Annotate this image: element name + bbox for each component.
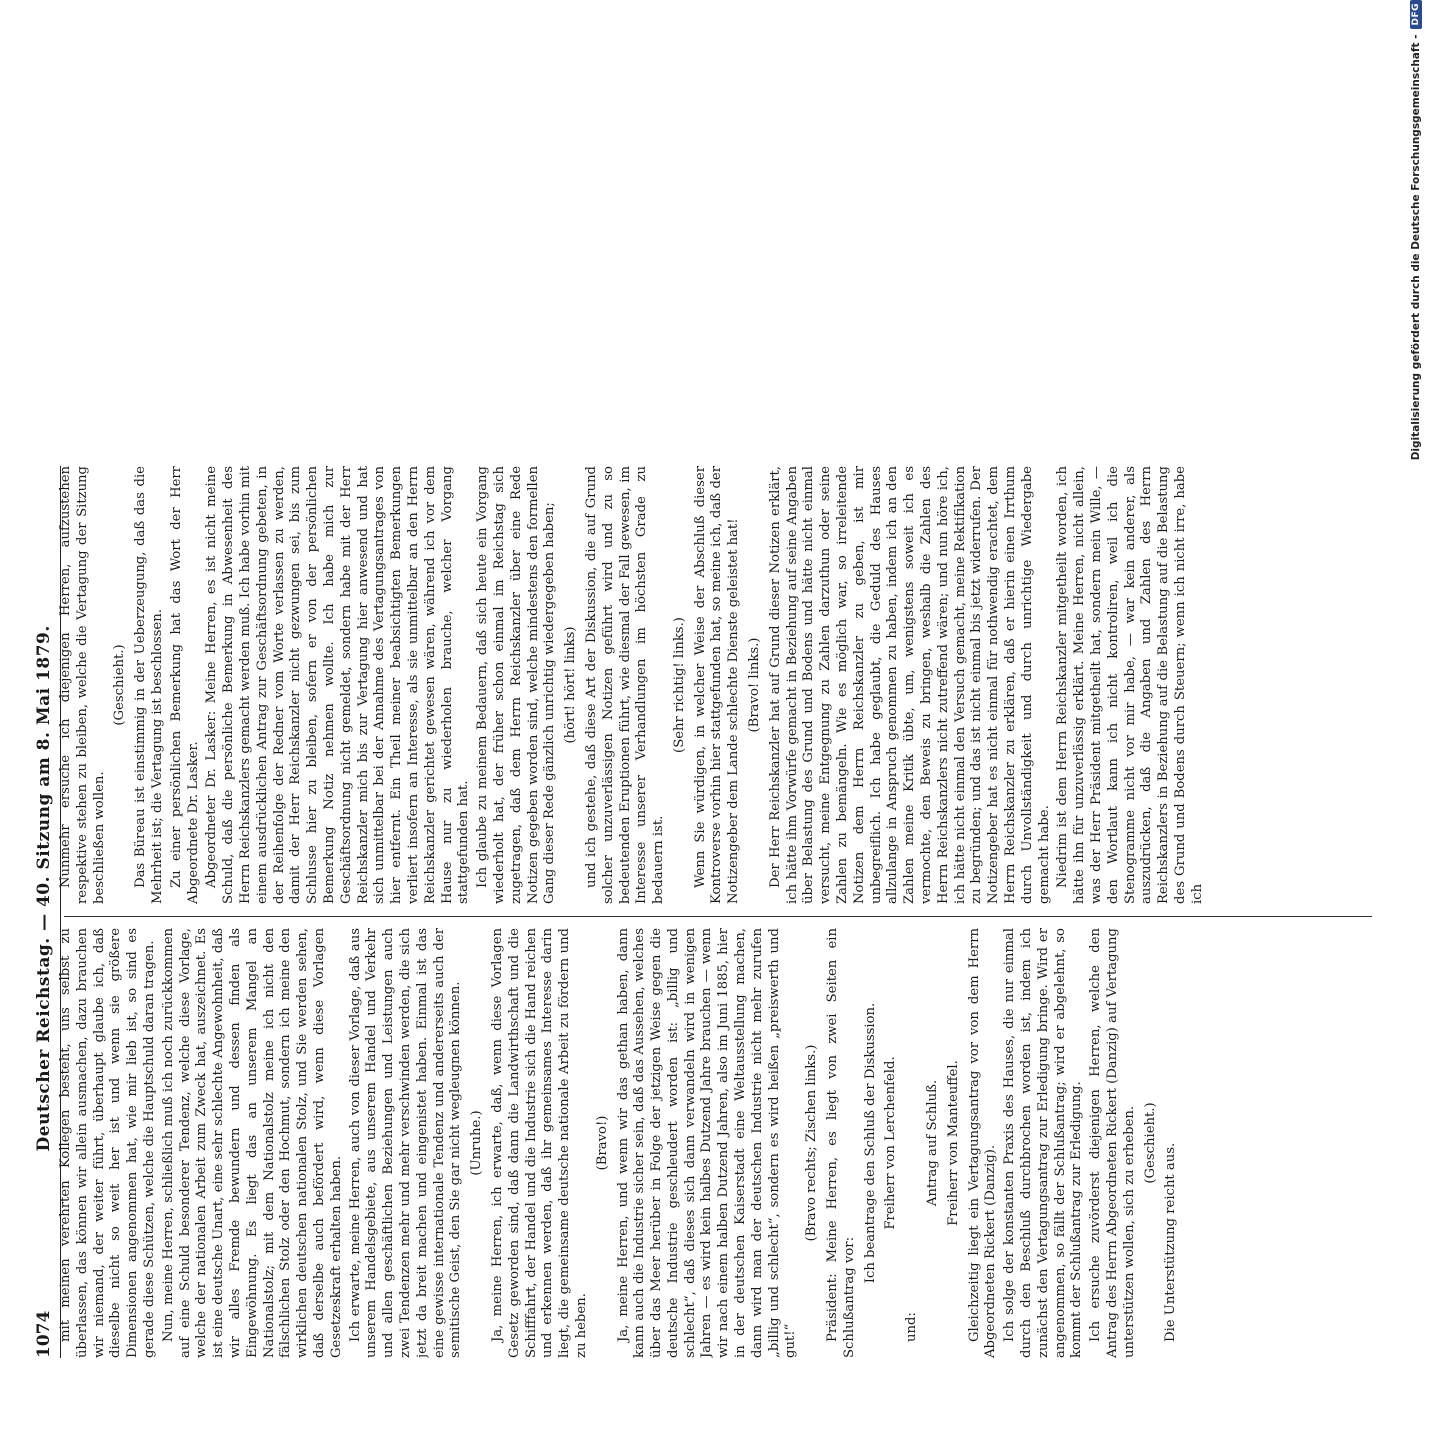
paragraph: Nun, meine Herren, schließlich muß ich noch zurückkommen auf eine Schuld besonderer Tendenz, welche diese Vorlage, welche der nationalen Arbeit zum Zweck hat, auszeichnet. Es ist eine deutsche Unart, eine sehr schlechte Angewohnheit, daß wir alles Fremde bewundern und dessen finden als Eingewöhnung. Es liegt das an unserem Mangel an Nationalstolz; mit dem Nationalstolz meine ich nicht den fälschlichen Stolz oder den Hochmut, sondern ich meine den wirklichen deutschen nationalen Stolz, und Sie werden sehen, daß derselbe auch befördert wird, wenn diese Vorlagen Gesetzeskraft erhalten haben. — [160, 928, 344, 1358]
digitization-credit — [1404, 0, 1428, 1000]
interjection: (Bravo!) — [594, 1115, 610, 1171]
paragraph: Wenn Sie würdigen, in welcher Weise der Abschluß dieser Kontroverse vorhin hier stattgefunden hat, so meine ich, daß der Notizengeber dem Lande schlechte Dienste geleistet hat! — [692, 466, 742, 904]
interjection: (Geschieht.) — [112, 644, 128, 726]
paragraph: und ich gestehe, daß diese Art der Diskussion, die auf Grund solcher unzuverlässigen Notizen geführt wird und zu so bedeutenden Eruptionen führt, wie diesmal der Fall gewesen, im Interesse unserer Verhandlungen im höchsten Grade zu bedauern ist. — [583, 466, 667, 904]
running-header — [34, 466, 61, 1358]
speaker-paragraph: Abgeordneter Dr. Lasker: Meine Herren, es ist nicht meine Schuld, daß die persönliche Bemerkung in Abwesenheit des Herrn Reichskanzlers gemacht werden muß. Ich habe vorhin mit einem ausdrücklichen Antrag zur Geschäftsordnung gebeten, in der Reihenfolge der Redner vom Worte verlassen zu werden, damit der Herr Reichskanzler nicht gezwungen sei, bis zum Schlusse hier zu bleiben, sofern er von der persönlichen Bemerkung Notiz nehmen wollte. Ich habe mich zur Geschäftsordnung nicht gemeldet, sondern habe mit der Herr Reichskanzler mich bis zur Vertagung hier anwesend und hat sich unmittelbar bei der Annahme des Vertagungsantrages von hier entfernt. Ein Theil meiner beabsichtigten Bemerkungen verliert insofern an Interesse, als sie unmittelbar an den Herrn Reichskanzler gerichtet gewesen wären, während ich vor dem Hause nur zu wiederholen brauche, welcher Vorgang stattgefunden hat. — [204, 466, 472, 904]
paragraph: Der Herr Reichskanzler hat auf Grund dieser Notizen erklärt, ich hätte ihm Vorwürfe gemacht in Beziehung auf seine Angaben über Belastung des Grund und Bodens und hätte nicht einmal versucht, meine Entgegnung zu Zahlen darzuthun oder seine Zahlen zu bemängeln. Wie es möglich war, so irreleitende Notizen dem Herrn Reichskanzler zu geben, ist mir unbegreiflich. Ich habe geglaubt, die Geduld des Hauses allzulange in Anspruch genommen zu haben, indem ich an den Zahlen meine Kritik übte, um, wenigstens soweit ich es vermochte, den Beweis zu bringen, weshalb die Zahlen des Herrn Reichskanzlers nicht zutreffend wären; und nun höre ich, ich hätte nicht einmal den Versuch gemacht, meine Rektifikation zu begründen; und das ist nicht einmal bis jetzt widerrufen. Der Notizengeber hat es nicht einmal für nothwendig erachtet, dem Herrn Reichskanzler zu erklären, daß er hierin einen Irrthum durch Unvollständigkeit und durch unrichtige Wiedergabe gemacht habe. — [767, 466, 1052, 904]
paragraph: Ja, meine Herren, und wenn wir das gethan haben, dann kann auch die Industrie sicher sein, daß das Aussehen, welches über das Meer herüber in Folge der jetzigen Weise gegen die deutsche Industrie geschleudert worden ist: „billig und schlecht“, daß dieses sich dann verwandeln wird in wenigen Jahren — es wird kein halbes Dutzend Jahre brauchen — wenn wir nach einem halben Dutzend Jahren, also im Juni 1885, hier in der deutschen Kaiserstadt eine Weltausstellung machen, dann wird man der deutschen Industrie nicht mehr zurufen „billig und schlecht“, sondern es wird heißen „preiswerth und gut!“ — [615, 928, 799, 1358]
left-column — [58, 928, 1380, 1358]
paragraph: Niedrim ist dem Herrn Reichskanzler mitgetheilt worden, ich hätte ihn für unzuverlässig erklärt. Meine Herren, nicht allein, was der Herr Präsident mitgetheilt hat, sondern mein Wille, — den Wortlaut kann ich nicht kontroliren, weil ich die Stenogramme nicht vor mir habe, — war kein anderer, als auszudrücken, daß die Angaben und Zahlen des Herrn Reichskanzlers in Beziehung auf die Belastung auf die Belastung des Grund und Bodens durch Steuern; wenn ich nicht irre, habe ich — [1055, 466, 1205, 904]
running-title: Deutscher Reichstag. — 40. Sitzung am 8. Mai 1879. — [34, 625, 54, 1152]
credit-text: Digitalisierung gefördert durch die Deutsche Forschungsgemeinschaft - — [1410, 34, 1422, 461]
interjection: Freiherr von Manteuffel. — [945, 1060, 961, 1226]
paragraph: und: — [904, 1312, 920, 1342]
paragraph: mit meinen verehrten Kollegen besteht, uns selbst zu überlassen, das können wir allein ausmachen, dazu brauchen wir niemand, der weiter führt, überhaupt glaube ich, daß dieselbe nicht so weit her ist und wenn sie größere Dimensionen angenommen hat, wie mir lieb ist, so sind es gerade diese Schützen, welche die Hauptschuld daran tragen. — [58, 928, 157, 1358]
dfg-logo: DFG — [1410, 0, 1422, 29]
paragraph: Zu einer persönlichen Bemerkung hat das Wort der Herr Abgeordnete Dr. Lasker. — [168, 466, 201, 904]
paragraph: Die Unterstützung reicht aus. — [1163, 1142, 1179, 1342]
paragraph: Ich erwarte, meine Herren, auch von dieser Vorlage, daß aus unserem Handelsgebiete, aus unserem Handel und Verkehr und allen geschäftlichen Beziehungen und Leistungen auch zwei Tendenzen mehr und mehr verschwinden werden, die sich jetzt da breit machen und eingenistet haben. Einmal ist das eine gewisse internationale Tendenz und andererseits auch der semitische Geist, den Sie gar nicht wegleugnen können. — [347, 928, 464, 1358]
paragraph: Nunmehr ersuche ich diejenigen Herren, aufzustehen respektive stehen zu bleiben, welche die Vertagung der Sitzung beschließen wollen. — [58, 466, 107, 904]
interjection: Antrag auf Schluß. — [925, 1079, 941, 1207]
interjection: (Unruhe.) — [469, 1110, 485, 1176]
interjection: Ich beantrage den Schluß der Diskussion. — [862, 1002, 878, 1284]
paragraph: Ja, meine Herren, ich erwarte, daß, wenn diese Vorlagen Gesetz geworden sind, daß dann die Landwirthschaft und die Schifffahrt, der Handel und die Industrie sich die Hand reichen und erkennen werden, daß ihr gemeinsames Interesse darin liegt, die gemeinsame deutsche nationale Arbeit zu fördern und zu heben. — [489, 928, 589, 1358]
interjection: (Geschieht.) — [1142, 1102, 1158, 1184]
speaker-paragraph: Präsident: Meine Herren, es liegt von zwei Seiten ein Schlußantrag vor: — [825, 928, 857, 1358]
paragraph: Gleichzeitig liegt ein Vertagungsantrag vor von dem Herrn Abgeordneten Rickert (Danzig). — [966, 928, 999, 1358]
paragraph: Ich solge der konstanten Praxis des Hauses, die nur einmal durch den Beschluß durchbrochen worden ist, indem ich zunächst den Vertagungsantrag zur Erledigung bringe. Wird er angenommen, so fällt der Schlußantrag; wird er abgelehnt, so kommt der Schlußantrag zur Erledigung. — [1002, 928, 1085, 1358]
interjection: (Sehr richtig! links.) — [671, 617, 687, 753]
interjection: (Bravo! links.) — [747, 637, 763, 733]
right-column — [58, 466, 1380, 904]
page-number: 1074 — [34, 1310, 54, 1358]
interjection: (Bravo rechts; Zischen links.) — [804, 1044, 820, 1242]
interjection: (hört! hört! links) — [563, 626, 579, 744]
paragraph: Das Büreau ist einstimmig in der Ueberzeugung, daß das die Mehrheit ist; die Vertagung ist beschlossen. — [133, 466, 165, 904]
paragraph: Ich ersuche zuvörderst diejenigen Herren, welche den Antrag des Herrn Abgeordneten Rickert (Danzig) auf Vertagung unterstützen wollen, sich zu erheben. — [1088, 928, 1137, 1358]
interjection: Freiherr von Lerchenfeld. — [883, 1056, 899, 1230]
paragraph: Ich glaube zu meinem Bedauern, daß sich heute ein Vorgang wiederholt hat, der früher schon einmal im Reichstag sich zugetragen, daß dem Herrn Reichskanzler über eine Rede Notizen gegeben worden sind, welche mindestens den formellen Gang dieser Rede gänzlich unrichtig wiedergegeben haben; — [475, 466, 558, 904]
column-divider — [64, 916, 1372, 917]
